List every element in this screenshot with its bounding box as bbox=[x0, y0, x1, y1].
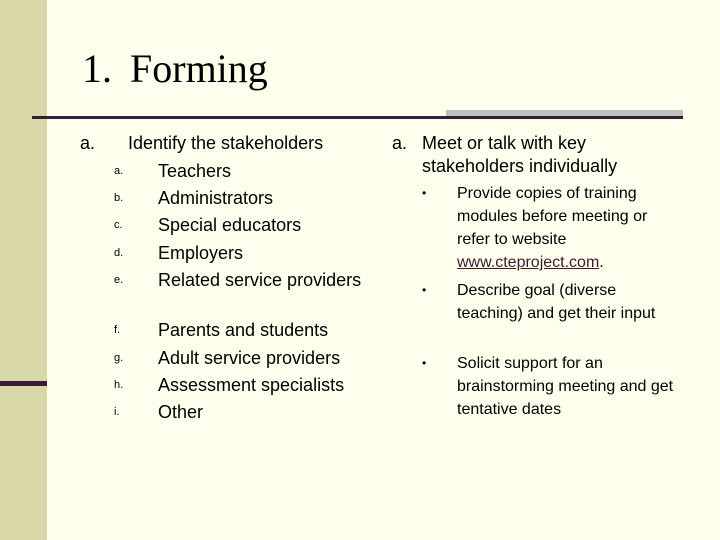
bullet-text: Describe goal (diverse teaching) and get their input bbox=[457, 282, 656, 322]
title-number: 1. bbox=[82, 46, 112, 91]
list-item-letter: f. bbox=[114, 324, 121, 336]
left-list-marker: a. bbox=[80, 133, 96, 153]
list-item-letter: g. bbox=[114, 352, 124, 364]
right-list-marker: a. bbox=[392, 133, 408, 153]
left-accent-mark bbox=[0, 381, 47, 386]
list-item-letter: i. bbox=[114, 406, 120, 418]
list-item-letter: h. bbox=[114, 379, 124, 391]
list-item-text: Special educators bbox=[158, 215, 302, 235]
list-item-text: Parents and students bbox=[158, 320, 329, 340]
left-heading: Identify the stakeholders bbox=[128, 133, 324, 153]
title-text: Forming bbox=[130, 46, 268, 91]
right-heading: Meet or talk with key stakeholders individually bbox=[422, 133, 618, 176]
list-item-text: Employers bbox=[158, 243, 244, 263]
list-item-letter: d. bbox=[114, 247, 124, 259]
list-item-text: Related service providers bbox=[158, 270, 362, 290]
list-item-text: Assessment specialists bbox=[158, 375, 345, 395]
slide-title bbox=[82, 44, 268, 94]
website-link[interactable]: www.cteproject.com bbox=[457, 254, 600, 271]
bullet-icon: • bbox=[422, 283, 427, 297]
bullet-icon: • bbox=[422, 356, 427, 370]
list-item-text: Adult service providers bbox=[158, 348, 341, 368]
title-rule-dark bbox=[32, 116, 683, 119]
list-item-letter: c. bbox=[114, 219, 123, 231]
bullet-text: Provide copies of training modules before meeting or refer to website bbox=[457, 185, 648, 248]
list-item-letter: b. bbox=[114, 192, 124, 204]
list-item-text: Administrators bbox=[158, 188, 274, 208]
bullet-icon: • bbox=[422, 186, 427, 200]
bullet-text: Solicit support for an brainstorming meeting and get tentative dates bbox=[457, 355, 674, 418]
list-item-text: Teachers bbox=[158, 161, 232, 181]
list-item-letter: a. bbox=[114, 165, 124, 177]
list-item-text: Other bbox=[158, 402, 204, 422]
left-accent-band bbox=[0, 0, 47, 540]
list-item-letter: e. bbox=[114, 274, 124, 286]
bullet-text-suffix: . bbox=[599, 254, 604, 271]
